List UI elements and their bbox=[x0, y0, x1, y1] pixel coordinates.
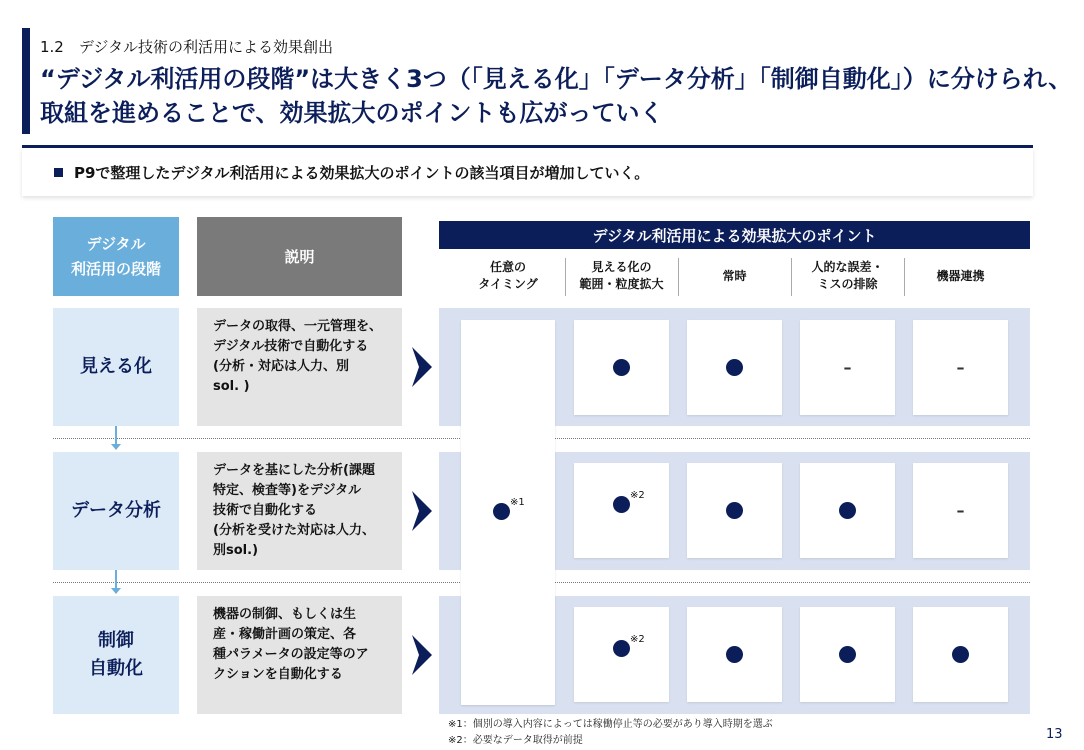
col-header-device-link: 機器連携 bbox=[936, 268, 985, 283]
section-label: 1.2 デジタル技術の利活用による効果創出 bbox=[40, 38, 333, 56]
stage-connector bbox=[115, 570, 117, 588]
stage-visibility: 見える化 bbox=[53, 308, 179, 426]
cell-automation-device-link bbox=[913, 607, 1008, 702]
chevron-right-icon bbox=[412, 491, 432, 531]
filled-dot-icon bbox=[726, 359, 743, 376]
page-title-line-1: “デジタル利活用の段階”は大きく3つ（「見える化」「データ分析」「制御自動化」）に分けられ、 bbox=[40, 65, 1073, 93]
description-column-header: 説明 bbox=[197, 217, 402, 296]
chevron-right-icon bbox=[412, 347, 432, 387]
page-title bbox=[40, 62, 1072, 130]
description-analysis: データを基にした分析(課題 特定、検査等)をデジタル 技術で自動化する (分析を受けた対応は人力、 別sol.) bbox=[197, 452, 402, 570]
cell-analysis-human-error bbox=[800, 463, 895, 558]
cell-visibility-scope bbox=[574, 320, 669, 415]
note-marker: ※1 bbox=[510, 497, 525, 508]
cell-visibility-device-link bbox=[913, 320, 1008, 415]
cell-analysis-device-link bbox=[913, 463, 1008, 558]
description-automation: 機器の制御、もしくは生 産・稼働計画の策定、各 種パラメータの設定等のア クションを自動化する bbox=[197, 596, 402, 714]
cell-automation-always bbox=[687, 607, 782, 702]
title-accent-bar bbox=[22, 28, 30, 134]
filled-dot-icon bbox=[613, 359, 630, 376]
footnote-1: ※1：個別の導入内容によっては稼働停止等の必要があり導入時期を選ぶ bbox=[448, 719, 773, 730]
points-header: デジタル利活用による効果拡大のポイント bbox=[439, 221, 1030, 249]
cell-analysis-always bbox=[687, 463, 782, 558]
stage-connector bbox=[115, 426, 117, 444]
stage-analysis: データ分析 bbox=[53, 452, 179, 570]
down-arrow-icon bbox=[111, 588, 121, 594]
col-header-visibility-scope: 見える化の 範囲・粒度拡大 bbox=[579, 260, 664, 291]
filled-dot-icon bbox=[839, 646, 856, 663]
description-visibility: データの取得、一元管理を、 デジタル技術で自動化する (分析・対応は人力、別 sol. ) bbox=[197, 308, 402, 426]
stage-column-header: デジタル 利活用の段階 bbox=[53, 217, 179, 296]
cell-visibility-human-error bbox=[800, 320, 895, 415]
note-marker: ※2 bbox=[630, 634, 645, 645]
cell-analysis-scope bbox=[574, 463, 669, 558]
filled-dot-icon bbox=[726, 502, 743, 519]
col-header-always: 常時 bbox=[722, 268, 747, 283]
col-header-any-timing: 任意の タイミング bbox=[478, 260, 538, 291]
cell-automation-human-error bbox=[800, 607, 895, 702]
filled-dot-icon bbox=[726, 646, 743, 663]
filled-dot-icon bbox=[613, 634, 645, 657]
dash-mark: – bbox=[843, 358, 852, 377]
footnote-2: ※2：必要なデータ取得が前提 bbox=[448, 735, 583, 746]
summary-text: P9で整理したデジタル利活用による効果拡大のポイントの該当項目が増加していく。 bbox=[74, 164, 650, 182]
stage-automation: 制御 自動化 bbox=[53, 596, 179, 714]
col-header-human-error: 人的な誤差・ ミスの排除 bbox=[811, 260, 884, 291]
filled-dot-icon bbox=[613, 490, 645, 513]
filled-dot-icon bbox=[839, 502, 856, 519]
cell-visibility-always bbox=[687, 320, 782, 415]
chevron-right-icon bbox=[412, 635, 432, 675]
filled-dot-icon bbox=[952, 646, 969, 663]
dash-mark: – bbox=[956, 501, 965, 520]
dash-mark: – bbox=[956, 358, 965, 377]
page-title-line-2: 取組を進めることで、効果拡大のポイントも広がっていく bbox=[40, 99, 664, 127]
cell-automation-scope bbox=[574, 607, 669, 702]
down-arrow-icon bbox=[111, 444, 121, 450]
square-bullet-icon bbox=[54, 168, 63, 177]
summary-top-rule bbox=[22, 145, 1033, 148]
note-marker: ※2 bbox=[630, 490, 645, 501]
page-number: 13 bbox=[1046, 727, 1063, 742]
filled-dot-icon bbox=[493, 497, 525, 520]
